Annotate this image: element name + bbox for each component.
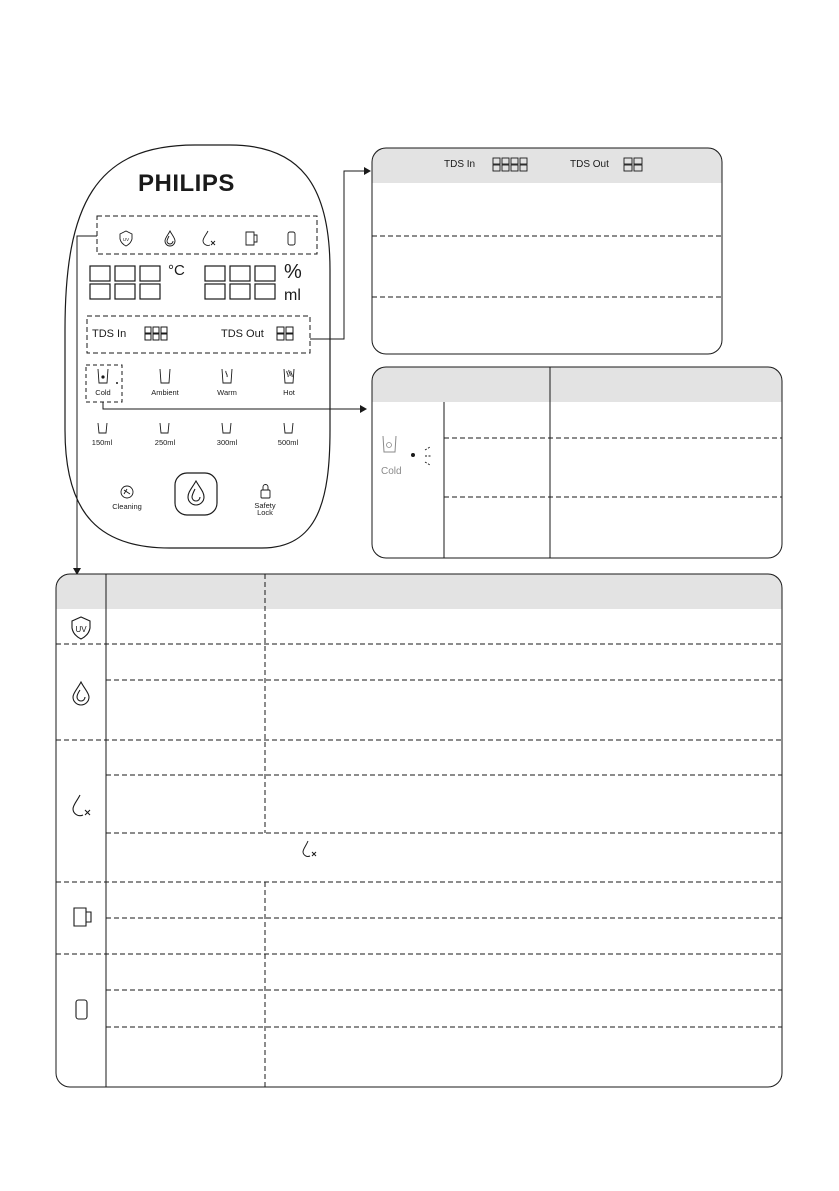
water-drop-icon <box>165 231 175 246</box>
safety-lock-label-line2[interactable]: Lock <box>257 508 273 517</box>
temp-segment-display <box>90 266 160 299</box>
volume-250[interactable]: 250ml <box>154 438 176 447</box>
cold-panel-icon-label: Cold <box>381 466 402 477</box>
svg-text:UV: UV <box>75 625 87 634</box>
brand-logo: PHILIPS <box>138 170 235 197</box>
svg-text:UV: UV <box>122 237 130 242</box>
table-uv-icon <box>72 617 90 639</box>
volume-150[interactable]: 150ml <box>91 438 113 447</box>
hot-cup-icon <box>284 369 294 383</box>
tds-in-label: TDS In <box>92 328 127 340</box>
temperature-unit: °C <box>168 262 185 279</box>
tds-in-segments <box>145 327 167 340</box>
cleaning-icon <box>121 486 133 498</box>
table-filter-icon <box>76 1000 87 1019</box>
tds-panel <box>372 148 722 354</box>
mode-hot[interactable]: Hot <box>283 388 295 397</box>
no-water-icon <box>203 231 215 245</box>
uv-icon <box>120 231 132 246</box>
table-tank-icon <box>74 908 91 926</box>
mode-cold[interactable]: Cold <box>95 388 111 397</box>
tds-out-label: TDS Out <box>221 328 264 340</box>
status-icons-frame <box>97 216 317 254</box>
tds-connector-line <box>310 171 370 339</box>
table-no-water-icon <box>73 795 90 816</box>
cleaning-button-label[interactable]: Cleaning <box>112 502 142 511</box>
volume-unit: ml <box>284 287 301 304</box>
status-table <box>56 574 782 1087</box>
volume-300[interactable]: 300ml <box>216 438 238 447</box>
volume-segment-display <box>205 266 275 299</box>
warm-cup-icon <box>222 369 232 383</box>
filter-icon <box>288 232 295 245</box>
tds-panel-out-label: TDS Out <box>570 159 609 170</box>
cup-500-icon <box>284 423 293 433</box>
dispense-button[interactable] <box>175 473 217 515</box>
dispense-drop-icon <box>188 481 204 505</box>
mode-warm[interactable]: Warm <box>217 388 237 397</box>
safety-lock-label-line1[interactable]: Safety <box>254 501 276 510</box>
lock-icon <box>261 485 270 499</box>
table-water-drop-icon <box>73 682 89 705</box>
tds-out-segments <box>277 327 293 340</box>
volume-500[interactable]: 500ml <box>277 438 299 447</box>
tds-panel-in-label: TDS In <box>444 159 476 170</box>
ambient-cup-icon <box>160 369 170 383</box>
cup-150-icon <box>98 423 107 433</box>
tank-icon <box>246 232 257 245</box>
control-panel-outline <box>65 145 330 548</box>
inline-no-water-icon <box>303 841 316 856</box>
cup-250-icon <box>160 423 169 433</box>
mode-ambient[interactable]: Ambient <box>151 388 179 397</box>
cold-panel <box>372 367 782 558</box>
cold-connector-line <box>103 402 366 409</box>
percent-unit: % <box>284 261 302 283</box>
cup-300-icon <box>222 423 231 433</box>
